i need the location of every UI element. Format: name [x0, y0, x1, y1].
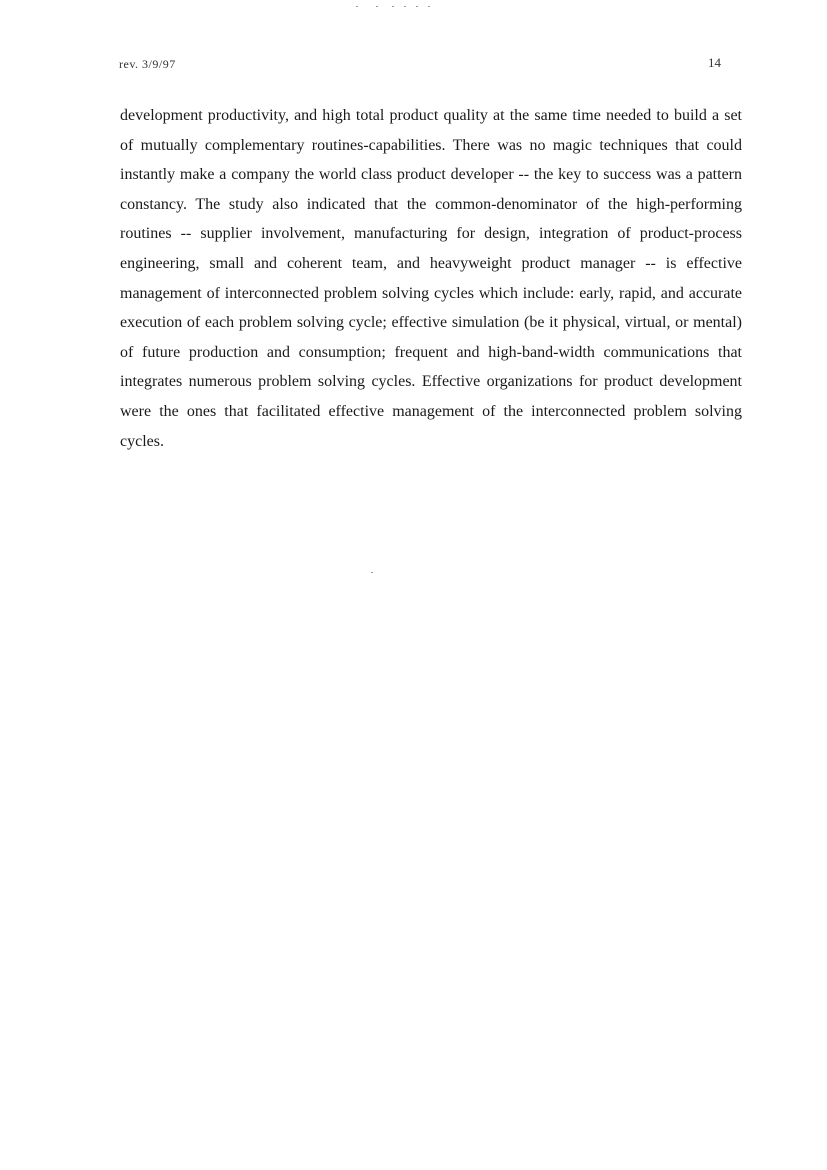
scan-artifact	[376, 6, 378, 7]
revision-date: rev. 3/9/97	[119, 57, 176, 71]
scan-artifact	[404, 6, 406, 7]
scan-artifact	[392, 6, 394, 7]
scan-artifact	[356, 6, 358, 7]
page-number: 14	[708, 55, 721, 70]
scan-artifact	[428, 6, 430, 7]
scan-artifact	[371, 572, 373, 573]
body-paragraph: development productivity, and high total product quality at the same time needed to build a set of mutually complementary routines-capabilities. There was no magic techniques that could instantly make a company the world class product developer -- the key to success was a pattern constancy. The study also indicated that the common-denominator of the high-performing routines -- supplier involvement, manufacturing for design, integration of product-process engineering, small and coherent team, and heavyweight product manager -- is effective management of interconnected problem solving cycles which include: early, rapid, and accurate execution of each problem solving cycle; effective simulation (be it physical, virtual, or mental) of future production and consumption; frequent and high-band-width communications that integrates numerous problem solving cycles. Effective organizations for product development were the ones that facilitated effective management of the interconnected problem solving cycles.	[120, 107, 742, 450]
scan-artifact	[416, 6, 418, 7]
